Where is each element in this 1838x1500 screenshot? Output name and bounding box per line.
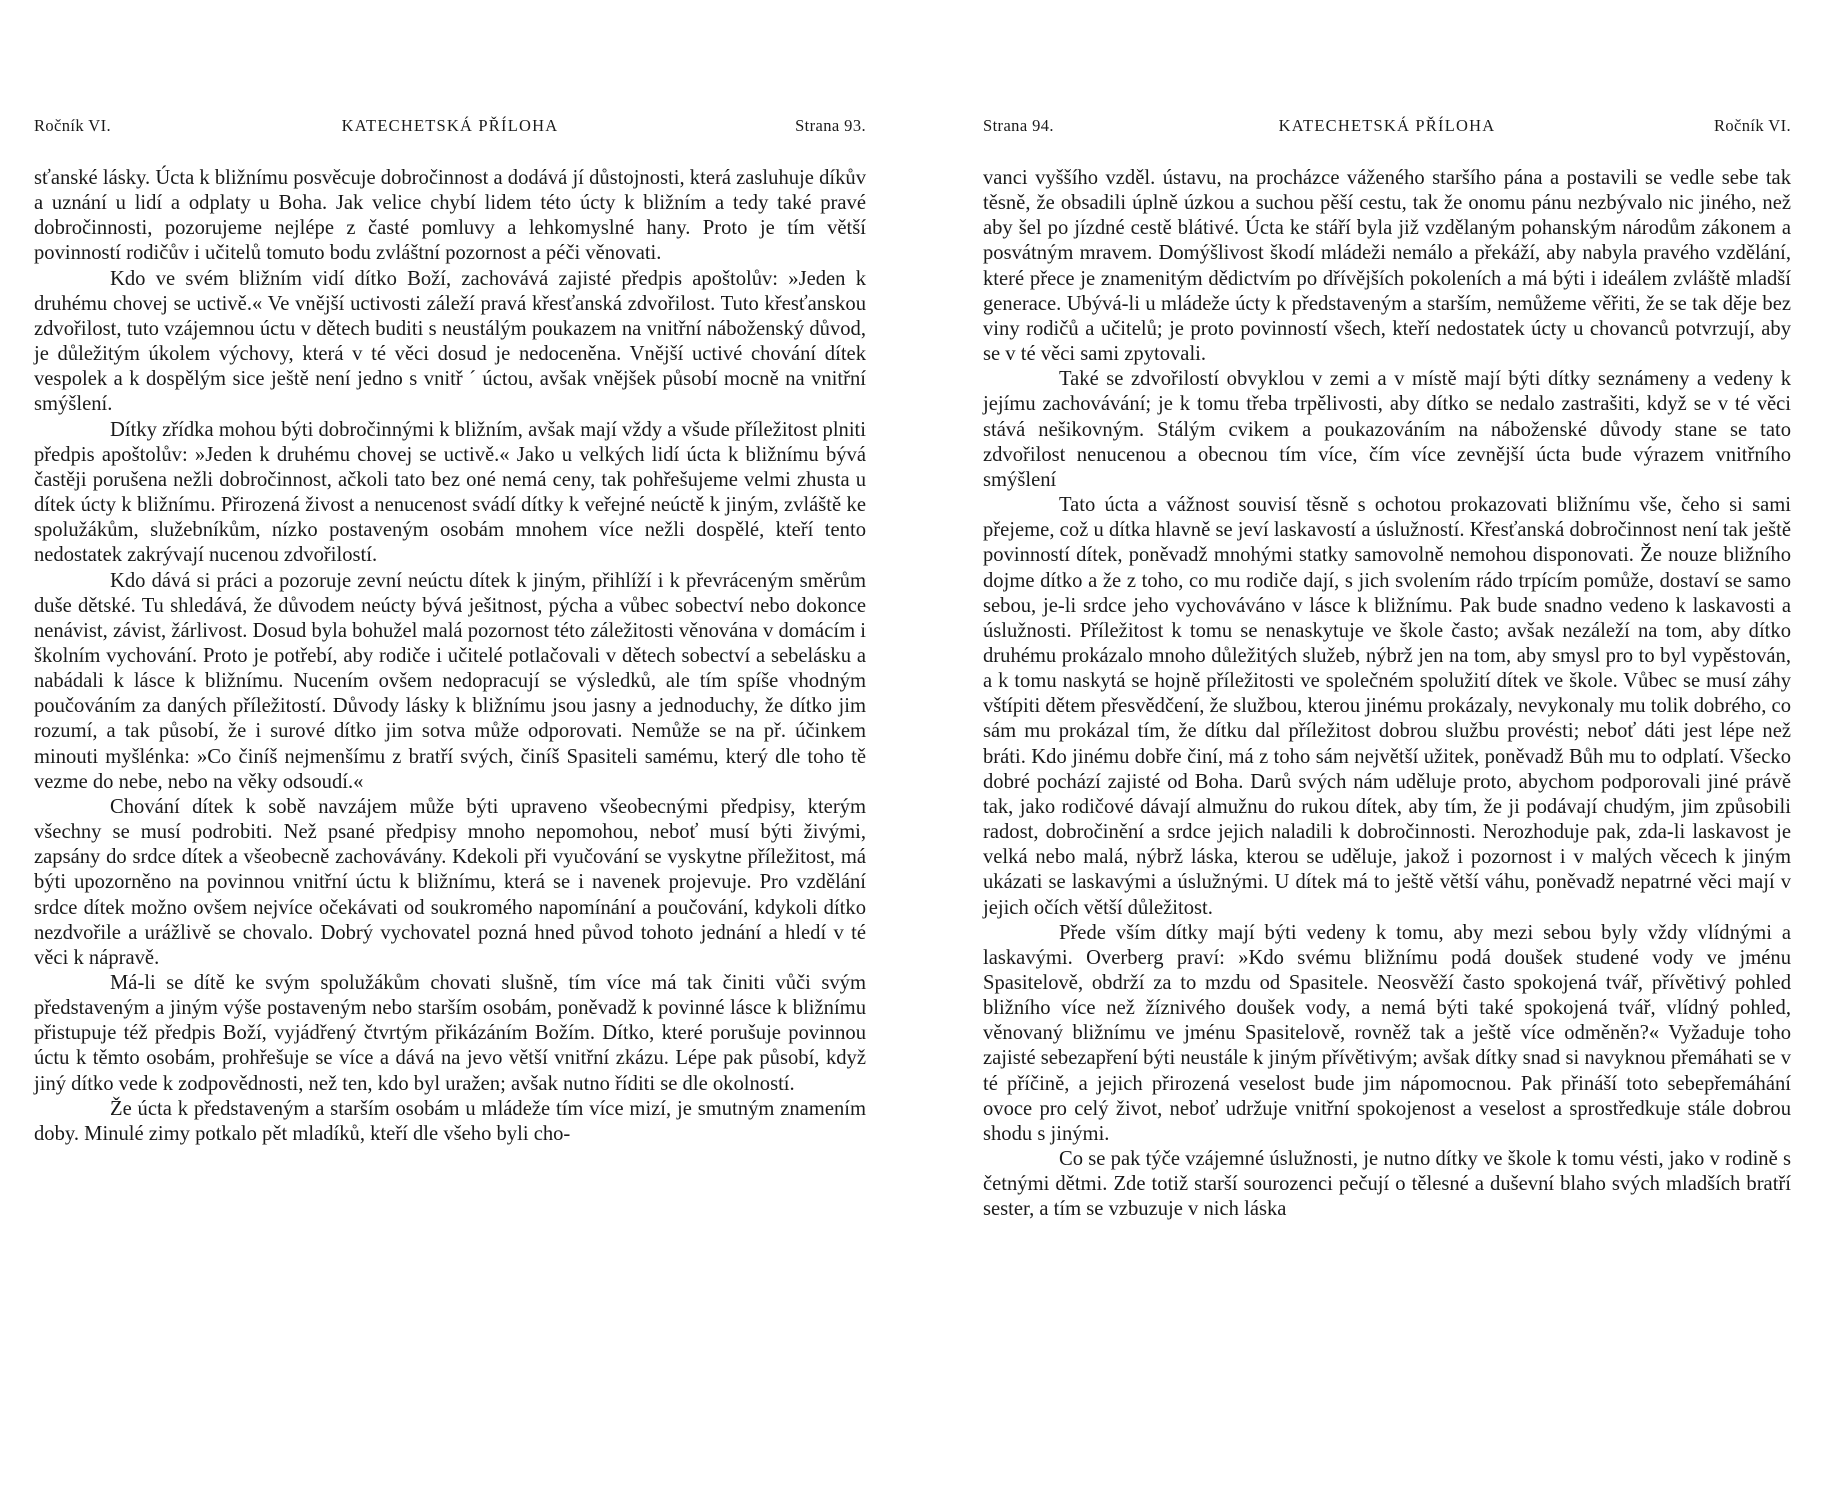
paragraph: Dítky zřídka mohou býti dobročinnými k bližním, avšak mají vždy a všude příležitost plniti předpis apoštolův: »Jeden k druhému chovej se uctivě.« Jako u velkých lidí úcta k bližnímu bývá častěji porušena nežli dobročinnost, ačkoli tato bez oné nemá ceny, tak pohřešujeme velmi zhusta u dítek úcty k bližnímu. Přirozená živost a nenucenost svádí dítky k veřejné neúctě k jiným, zvláště ke spolužákům, služebníkům, nízko postaveným osobám mnohem více nežli dospělé, kteří tento nedostatek zakrývají nucenou zdvořilostí. <box>34 418 866 567</box>
paragraph: Přede vším dítky mají býti vedeny k tomu, aby mezi sebou byly vždy vlídnými a laskavými. Overberg praví: »Kdo svému bližnímu podá doušek studené vody ve jménu Spasitelově, obdrží za to mzdu od Spasitele. Neosvěží často spokojená tvář, přívětivý pohled bližního více než žíznivého doušek vody, a nemá býti také spokojená tvář, vlídný pohled, věnovaný bližnímu ve jménu Spasitelově, rovněž tak a ještě více odměněn?« Vyžaduje toho zajisté sebezapření býti neustále k jiným přívětivým; avšak dítky snad si navyknou přemáhati se v té příčině, a jejich přirozená veselost bude jim nápomocnou. Pak přináší toto sebepřemáhání ovoce pro celý život, neboť udržuje vnitřní spokojenost a veselost a sprostředkuje stále dobrou shodu s jinými. <box>983 921 1791 1145</box>
left-page-text <box>34 166 866 1147</box>
right-page-header <box>983 116 1791 140</box>
left-page <box>34 0 866 1500</box>
right-page <box>983 0 1791 1500</box>
paragraph: Kdo dává si práci a pozoruje zevní neúctu dítek k jiným, přihlíží i k převráceným směrům duše dětské. Tu shledává, že důvodem neúcty bývá ješitnost, pýcha a vůbec sobectví nebo dokonce nenávist, závist, žárlivost. Dosud byla bohužel malá pozornost této záležitosti věnována v domácím i školním vychování. Proto je potřebí, aby rodiče i učitelé potlačovali v dětech sobectví a sebelásku a nabádali k lásce k bližnímu. Nucením ovšem nedopracují se výsledků, ale tím spíše vhodným poučováním za daných příležitostí. Důvody lásky k bližnímu jsou jasny a jednoduchy, že dítko jim rozumí, a tak působí, že i surové dítko jim sotva může odporovati. Nemůže se na př. účinkem minouti myšlénka: »Co činíš nejmenšímu z bratří svých, činíš Spasiteli samému, který dle toho tě vezme do nebe, nebo na věky odsoudí.« <box>34 569 866 793</box>
left-page-header <box>34 116 866 140</box>
volume-label: Ročník VI. <box>1713 116 1791 135</box>
paragraph: Má-li se dítě ke svým spolužákům chovati slušně, tím více má tak činiti vůči svým představeným a jiným výše postaveným nebo starším osobám, poněvadž k povinné lásce k bližnímu přistupuje též předpis Boží, vyjádřený čtvrtým přikázáním Božím. Dítko, které porušuje povinnou úctu k těmto osobám, prohřešuje se více a dává na jevo větší vnitřní zkázu. Lépe pak působí, když jiný dítko vede k zodpovědnosti, než ten, kdo byl uražen; avšak nutno říditi se dle okolností. <box>34 972 866 1095</box>
paragraph: Kdo ve svém bližním vidí dítko Boží, zachovává zajisté předpis apoštolův: »Jeden k druhému chovej se uctivě.« Ve vnější uctivosti záleží pravá křesťanská zdvořilost. Tuto křesťanskou zdvořilost, tuto vzájemnou úctu v dětech buditi s neustálým poukazem na vnitřní náboženský důvod, je důležitým úkolem výchovy, která v té věci dosud je nedoceněna. Vnější uctivé chování dítek vespolek a k dospělým sice ještě není jedno s vnitř ´ úctou, avšak vnějšek působí mocně na vnitřní smýšlení. <box>34 267 866 416</box>
paragraph: Co se pak týče vzájemné úslužnosti, je nutno dítky ve škole k tomu vésti, jako v rodině s četnými dětmi. Zde totiž starší sourozenci pečují o tělesné a duševní blaho svých mladších bratří sester, a tím se vzbuzuje v nich láska <box>983 1148 1791 1221</box>
running-title: KATECHETSKÁ PŘÍLOHA <box>1278 116 1496 135</box>
page-number: Strana 93. <box>795 116 866 135</box>
running-title: KATECHETSKÁ PŘÍLOHA <box>341 116 559 135</box>
paragraph: sťanské lásky. Úcta k bližnímu posvěcuje dobročinnost a dodává jí důstojnosti, která zasluhuje díkův a uznání u lidí a odplaty u Boha. Jak velice chybí lidem této úcty k bližním a tedy také pravé dobročinnosti, pozorujeme nejlépe z časté pomluvy a lehkomyslné hany. Proto je tím větší povinností rodičův i učitelů tomuto bodu zvláštní pozornost a péči věnovati. <box>34 167 866 265</box>
paragraph: Chování dítek k sobě navzájem může býti upraveno všeobecnými předpisy, kterým všechny se musí podrobiti. Než psané předpisy mnoho nepomohou, neboť musí býti živými, zapsány do srdce dítek a všeobecně zachovávány. Kdekoli při vyučování se vyskytne příležitost, má býti upozorněno na povinnou vnitřní úctu k bližnímu, která se i navenek projevuje. Pro vzdělání srdce dítek možno ovšem nejvíce očekávati od soukromého napomínání a poučování, kdykoli dítko nezdvořile a urážlivě se chovalo. Dobrý vychovatel pozná hned původ tohoto jednání a hledí v té věci k nápravě. <box>34 795 866 969</box>
paragraph: vanci vyššího vzděl. ústavu, na procházce váženého staršího pána a postavili se vedle sebe tak těsně, že obsadili úplně úzkou a suchou pěší cestu, tak že onomu pánu nezbývalo nic jiného, než aby šel po jízdné cestě blátivé. Úcta ke stáří byla již vzdělaným pohanským národům zákonem a posvátným mravem. Domýšlivost škodí mládeži nemálo a překáží, aby nabyla pravého vzdělání, které přece je znamenitým dědictvím po dřívějších pokoleních a má býti i ideálem zvláště mladší generace. Ubývá-li u mládeže úcty k představeným a starším, nemůžeme věřiti, že se tak děje bez viny rodičů a učitelů; je proto povinností všech, kteří nedostatek úcty u chovanců potvrzují, aby se v té věci sami zpytovali. <box>983 167 1791 366</box>
volume-label: Ročník VI. <box>34 116 112 135</box>
right-page-text <box>983 166 1791 1223</box>
paragraph: Také se zdvořilostí obvyklou v zemi a v místě mají býti dítky seznámeny a vedeny k jejímu zachovávání; je k tomu třeba trpělivosti, aby dítko se nedalo zastrašiti, když se v té věci stává nešikovným. Stálým cvikem a poukazováním na náboženské důvody stane se tato zdvořilost nenucenou a obecnou tím více, čím více zevnější úcta bude výrazem vnitřního smýšlení <box>983 368 1791 491</box>
page-number: Strana 94. <box>983 116 1054 135</box>
paragraph: Tato úcta a vážnost souvisí těsně s ochotou prokazovati bližnímu vše, čeho si sami přejeme, což u dítka hlavně se jeví laskavostí a úslužností. Křesťanská dobročinnost není tak ještě povinností dítek, poněvadž mnohými statky samovolně nemohou disponovati. Že nouze bližního dojme dítko a že z toho, co mu rodiče dají, s jich svolením rádo trpícím pomůže, dostaví se samo sebou, je-li srdce jeho vychováváno v lásce k bližnímu. Pak bude snadno vedeno k laskavosti a úslužnosti. Příležitost k tomu se nenaskytuje ve škole často; avšak nezáleží na tom, aby dítko druhému prokázalo mnoho důležitých služeb, nýbrž jen na tom, aby smysl pro to byl vypěstován, a k tomu naskytá se hojně příležitosti ve společném spolužití dítek ve škole. Vůbec se musí záhy vštípiti dětem přesvědčení, že službou, kterou jinému prokázaly, nevykonaly mu tolik dobrého, co sám mu prokázal tím, že dítku dal příležitost dobrou službu provésti; neboť dáti jest lépe než bráti. Kdo jinému dobře činí, má z toho sám největší užitek, poněvadž Bůh mu to odplatí. Všecko dobré pochází zajisté od Boha. Darů svých nám uděluje proto, abychom podporovali jiné právě tak, jako rodičové dávají almužnu do rukou dítek, aby tím, že ji podávají chudým, jim způsobili radost, dobročinění a srdce jejich naladili k dobročinnosti. Nerozhoduje pak, zda-li laskavost je velká nebo malá, nýbrž láska, kterou se uděluje, jakož i pozornost i v malých věcech k jiným ukázati se laskavými a úslužnými. U dítek má to ještě větší váhu, poněvadž nepatrné věci mají v jejich očích větší důležitost. <box>983 494 1791 919</box>
paragraph: Že úcta k představeným a starším osobám u mládeže tím více mizí, je smutným znamením doby. Minulé zimy potkalo pět mladíků, kteří dle všeho byli cho- <box>34 1097 866 1145</box>
